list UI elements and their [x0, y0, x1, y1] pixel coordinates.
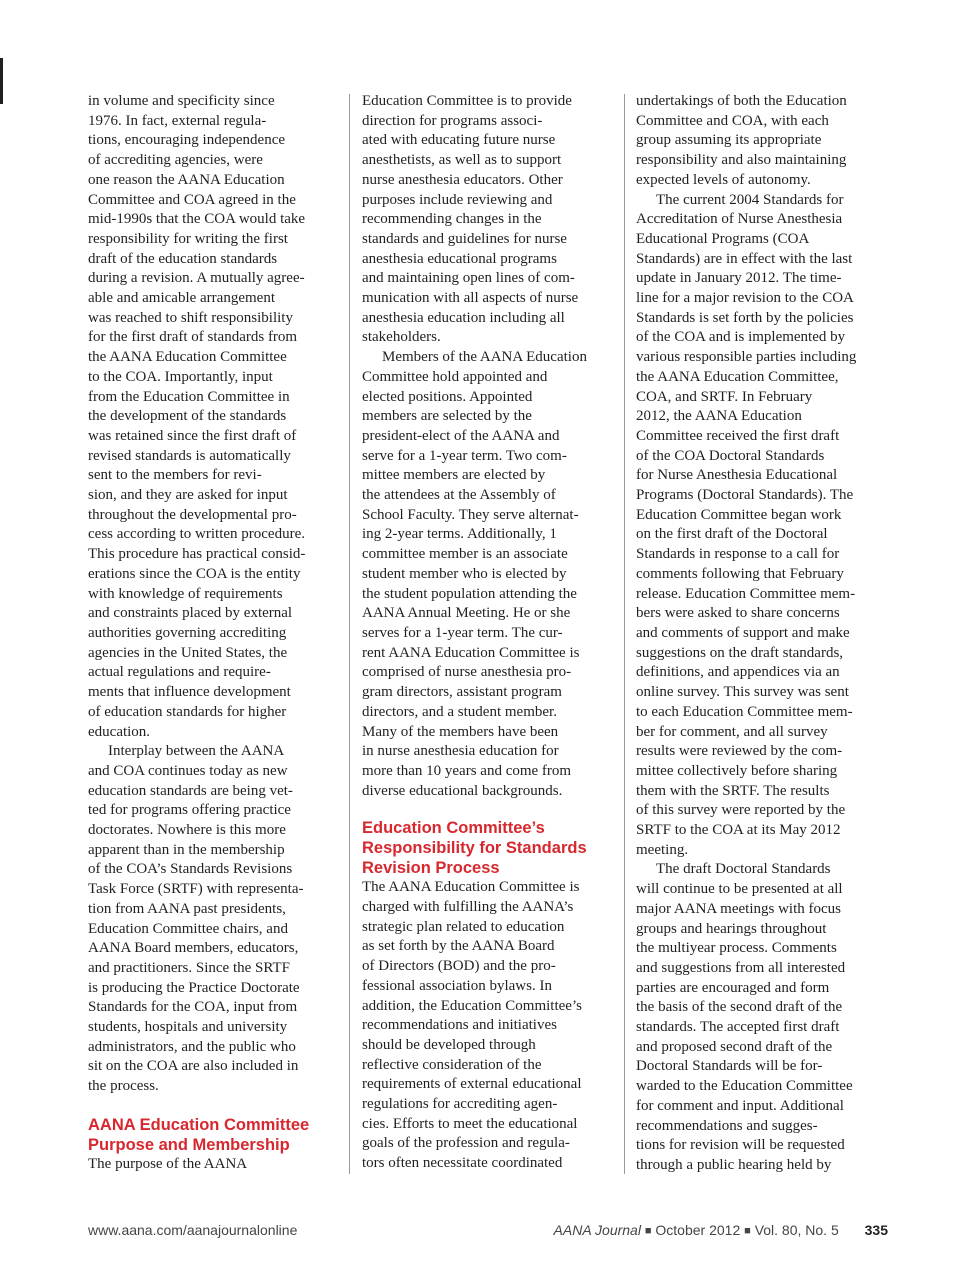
text-line: Interplay between the AANA [108, 743, 285, 760]
footer-citation [554, 1222, 888, 1238]
text-line: 1976. In fact, external regula- [88, 112, 267, 129]
column-divider [624, 94, 625, 1174]
text-line: This procedure has practical consid- [88, 546, 306, 563]
text-line: mittee members are elected by [362, 467, 546, 484]
text-line: and suggestions from all interested [636, 959, 846, 976]
text-line: during a revision. A mutually agree- [88, 270, 305, 287]
text-line: and COA continues today as new [88, 762, 288, 779]
text-line: the development of the standards [88, 408, 287, 425]
text-line: on the first draft of the Doctoral [636, 526, 828, 543]
text-column-3 [636, 92, 888, 1176]
text-line: administrators, and the public who [88, 1038, 296, 1055]
text-line: Educational Programs (COA [636, 230, 810, 247]
text-line: regulations for accrediting agen- [362, 1096, 558, 1113]
text-line: draft of the education standards [88, 250, 278, 267]
text-line: COA, and SRTF. In February [636, 388, 813, 405]
text-line: definitions, and appendices via an [636, 664, 840, 681]
text-line: for Nurse Anesthesia Educational [636, 467, 838, 484]
text-line: munication with all aspects of nurse [362, 290, 579, 307]
text-line: the process. [88, 1078, 159, 1095]
text-line: gram directors, assistant program [362, 684, 562, 701]
text-line: ated with educating future nurse [362, 132, 556, 149]
text-line: agencies in the United States, the [88, 644, 288, 661]
text-line: Standards) are in effect with the last [636, 250, 853, 267]
text-line: Many of the members have been [362, 723, 559, 740]
text-line: purposes include reviewing and [362, 191, 553, 208]
section-heading [362, 818, 616, 878]
text-line: and maintaining open lines of com- [362, 270, 575, 287]
text-line: Committee hold appointed and [362, 368, 548, 385]
text-line: Education Committee began work [636, 506, 842, 523]
text-line: tion from AANA past presidents, [88, 900, 286, 917]
paragraph [362, 92, 616, 348]
text-line: major AANA meetings with focus [636, 900, 841, 917]
text-line: doctorates. Nowhere is this more [88, 822, 286, 839]
text-line: rent AANA Education Committee is [362, 644, 580, 661]
text-line: comprised of nurse anesthesia pro- [362, 664, 572, 681]
text-line: able and amicable arrangement [88, 290, 275, 307]
text-line: line for a major revision to the COA [636, 290, 854, 307]
text-line: expected levels of autonomy. [636, 171, 811, 188]
text-line: actual regulations and require- [88, 664, 271, 681]
text-line: strategic plan related to education [362, 918, 565, 935]
text-line: and constraints placed by external [88, 605, 293, 622]
text-line: was retained since the first draft of [88, 427, 297, 444]
footer-url: www.aana.com/aanajournalonline [88, 1222, 298, 1238]
text-line: for the first draft of standards from [88, 329, 298, 346]
text-line: The draft Doctoral Standards [656, 861, 831, 878]
text-line: education standards are being vet- [88, 782, 293, 799]
text-line: ber for comment, and all survey [636, 723, 828, 740]
text-line: standards. The accepted first draft [636, 1019, 840, 1036]
text-line: ted for programs offering practice [88, 802, 291, 819]
text-line: mid-1990s that the COA would take [88, 211, 306, 228]
text-line: Task Force (SRTF) with representa- [88, 881, 304, 898]
separator-icon: ■ [744, 1225, 751, 1237]
text-line: fessional association bylaws. In [362, 977, 552, 994]
journal-name: AANA Journal [553, 1222, 641, 1238]
text-line: anesthesia educational programs [362, 250, 557, 267]
text-line: serves for a 1-year term. The cur- [362, 624, 563, 641]
text-line: AANA Annual Meeting. He or she [362, 605, 571, 622]
text-line: directors, and a student member. [362, 703, 557, 720]
margin-mark [0, 58, 3, 104]
text-line: sent to the members for revi- [88, 467, 262, 484]
text-line: sion, and they are asked for input [88, 487, 288, 504]
text-line: Committee and COA, with each [636, 112, 829, 129]
text-line: Committee received the first draft [636, 427, 840, 444]
text-line: standards and guidelines for nurse [362, 230, 567, 247]
text-line: was reached to shift responsibility [88, 309, 293, 326]
text-line: ments that influence development [88, 684, 291, 701]
text-line: erations since the COA is the entity [88, 565, 301, 582]
text-line: Standards in response to a call for [636, 546, 840, 563]
text-line: The AANA Education Committee is [362, 879, 580, 896]
text-line: ing 2-year terms. Additionally, 1 [362, 526, 557, 543]
text-line: cies. Efforts to meet the educational [362, 1115, 578, 1132]
text-line: students, hospitals and university [88, 1019, 288, 1036]
text-line: nurse anesthesia educators. Other [362, 171, 563, 188]
paragraph [88, 92, 340, 742]
paragraph [362, 878, 616, 1174]
paragraph [88, 1155, 340, 1175]
text-line: parties are encouraged and form [636, 979, 830, 996]
text-line: suggestions on the draft standards, [636, 644, 844, 661]
text-line: cess according to written procedure. [88, 526, 305, 543]
text-line: update in January 2012. The time- [636, 270, 842, 287]
heading-line: Education Committee’s [362, 819, 545, 838]
text-line: groups and hearings throughout [636, 920, 827, 937]
text-line: results were reviewed by the com- [636, 743, 843, 760]
text-line: anesthesia education including all [362, 309, 565, 326]
text-line: revised standards is automatically [88, 447, 291, 464]
text-line: of Directors (BOD) and the pro- [362, 958, 556, 975]
column-divider [349, 94, 350, 1174]
text-line: one reason the AANA Education [88, 171, 285, 188]
text-line: recommending changes in the [362, 211, 542, 228]
volume-number: Vol. 80, No. 5 [754, 1222, 839, 1238]
text-line: serve for a 1-year term. Two com- [362, 447, 567, 464]
text-line: the basis of the second draft of the [636, 999, 843, 1016]
text-line: the AANA Education Committee [88, 349, 287, 366]
text-line: will continue to be presented at all [636, 881, 843, 898]
separator-icon: ■ [644, 1225, 652, 1237]
text-line: tions, encouraging independence [88, 132, 286, 149]
text-line: Standards for the COA, input from [88, 999, 298, 1016]
paragraph [362, 348, 616, 801]
text-line: mittee collectively before sharing [636, 762, 838, 779]
text-line: SRTF to the COA at its May 2012 [636, 822, 841, 839]
heading-line: Purpose and Membership [88, 1135, 290, 1154]
text-line: online survey. This survey was sent [636, 684, 849, 701]
heading-line: Revision Process [362, 859, 500, 878]
text-line: in nurse anesthesia education for [362, 743, 559, 760]
text-line: direction for programs associ- [362, 112, 543, 129]
text-line: tions for revision will be requested [636, 1137, 845, 1154]
text-line: and proposed second draft of the [636, 1038, 833, 1055]
text-line: Committee and COA agreed in the [88, 191, 296, 208]
text-line: Education Committee chairs, and [88, 920, 288, 937]
section-heading [88, 1115, 340, 1155]
text-line: committee member is an associate [362, 546, 568, 563]
text-line: authorities governing accrediting [88, 624, 287, 641]
text-line: recommendations and sugges- [636, 1117, 818, 1134]
text-line: goals of the profession and regula- [362, 1135, 570, 1152]
text-line: responsibility and also maintaining [636, 152, 847, 169]
text-line: recommendations and initiatives [362, 1017, 557, 1034]
text-line: more than 10 years and come from [362, 762, 572, 779]
text-line: the student population attending the [362, 585, 577, 602]
page-number: 335 [864, 1222, 888, 1238]
text-line: education. [88, 723, 151, 740]
text-line: stakeholders. [362, 329, 441, 346]
text-line: of the COA Doctoral Standards [636, 447, 825, 464]
text-line: various responsible parties including [636, 349, 857, 366]
text-line: the attendees at the Assembly of [362, 487, 556, 504]
text-line: should be developed through [362, 1036, 536, 1053]
issue-date: October 2012 [655, 1222, 741, 1238]
text-line: requirements of external educational [362, 1076, 582, 1093]
text-line: of the COA and is implemented by [636, 329, 846, 346]
text-line: Standards is set forth by the policies [636, 309, 854, 326]
paragraph [636, 860, 888, 1175]
text-line: bers were asked to share concerns [636, 605, 840, 622]
paragraph [636, 191, 888, 861]
paragraph [636, 92, 888, 191]
text-column-1 [88, 92, 340, 1175]
text-line: and practitioners. Since the SRTF [88, 959, 290, 976]
text-line: student member who is elected by [362, 565, 567, 582]
text-line: diverse educational backgrounds. [362, 782, 563, 799]
text-line: of the COA’s Standards Revisions [88, 861, 293, 878]
text-line: with knowledge of requirements [88, 585, 283, 602]
text-column-2 [362, 92, 616, 1174]
text-line: the multiyear process. Comments [636, 940, 837, 957]
text-line: undertakings of both the Education [636, 93, 847, 109]
text-line: of this survey were reported by the [636, 802, 846, 819]
text-line: and comments of support and make [636, 624, 850, 641]
text-line: meeting. [636, 841, 689, 858]
text-line: as set forth by the AANA Board [362, 938, 555, 955]
text-line: The current 2004 Standards for [656, 191, 844, 208]
text-line: Members of the AANA Education [382, 349, 587, 366]
text-line: Accreditation of Nurse Anesthesia [636, 211, 843, 228]
text-line: The purpose of the AANA [88, 1155, 248, 1172]
text-line: in volume and specificity since [88, 93, 275, 109]
text-line: comments following that February [636, 565, 844, 582]
text-line: throughout the developmental pro- [88, 506, 297, 523]
text-line: 2012, the AANA Education [636, 408, 802, 425]
text-line: for comment and input. Additional [636, 1097, 844, 1114]
text-line: addition, the Education Committee’s [362, 997, 582, 1014]
heading-line: AANA Education Committee [88, 1115, 310, 1134]
text-line: elected positions. Appointed [362, 388, 533, 405]
text-line: anesthetists, as well as to support [362, 152, 562, 169]
text-line: warded to the Education Committee [636, 1078, 853, 1095]
text-line: is producing the Practice Doctorate [88, 979, 300, 996]
text-line: tors often necessitate coordinated [362, 1155, 563, 1172]
text-line: release. Education Committee mem- [636, 585, 856, 602]
text-line: responsibility for writing the first [88, 230, 288, 247]
text-line: reflective consideration of the [362, 1056, 542, 1073]
paragraph [88, 742, 340, 1097]
text-line: president-elect of the AANA and [362, 427, 560, 444]
text-line: Education Committee is to provide [362, 93, 572, 109]
text-line: of accrediting agencies, were [88, 152, 263, 169]
text-line: to the COA. Importantly, input [88, 368, 273, 385]
text-line: sit on the COA are also included in [88, 1058, 299, 1075]
text-line: through a public hearing held by [636, 1156, 832, 1173]
text-line: the AANA Education Committee, [636, 368, 839, 385]
text-line: to each Education Committee mem- [636, 703, 853, 720]
text-line: Doctoral Standards will be for- [636, 1058, 823, 1075]
text-line: Programs (Doctoral Standards). The [636, 487, 854, 504]
text-line: them with the SRTF. The results [636, 782, 830, 799]
text-line: School Faculty. They serve alternat- [362, 506, 579, 523]
text-line: charged with fulfilling the AANA’s [362, 899, 574, 916]
text-line: from the Education Committee in [88, 388, 290, 405]
text-line: group assuming its appropriate [636, 132, 822, 149]
text-line: apparent than in the membership [88, 841, 285, 858]
text-line: members are selected by the [362, 408, 532, 425]
text-line: AANA Board members, educators, [88, 940, 299, 957]
text-line: of education standards for higher [88, 703, 287, 720]
heading-line: Responsibility for Standards [362, 839, 587, 858]
